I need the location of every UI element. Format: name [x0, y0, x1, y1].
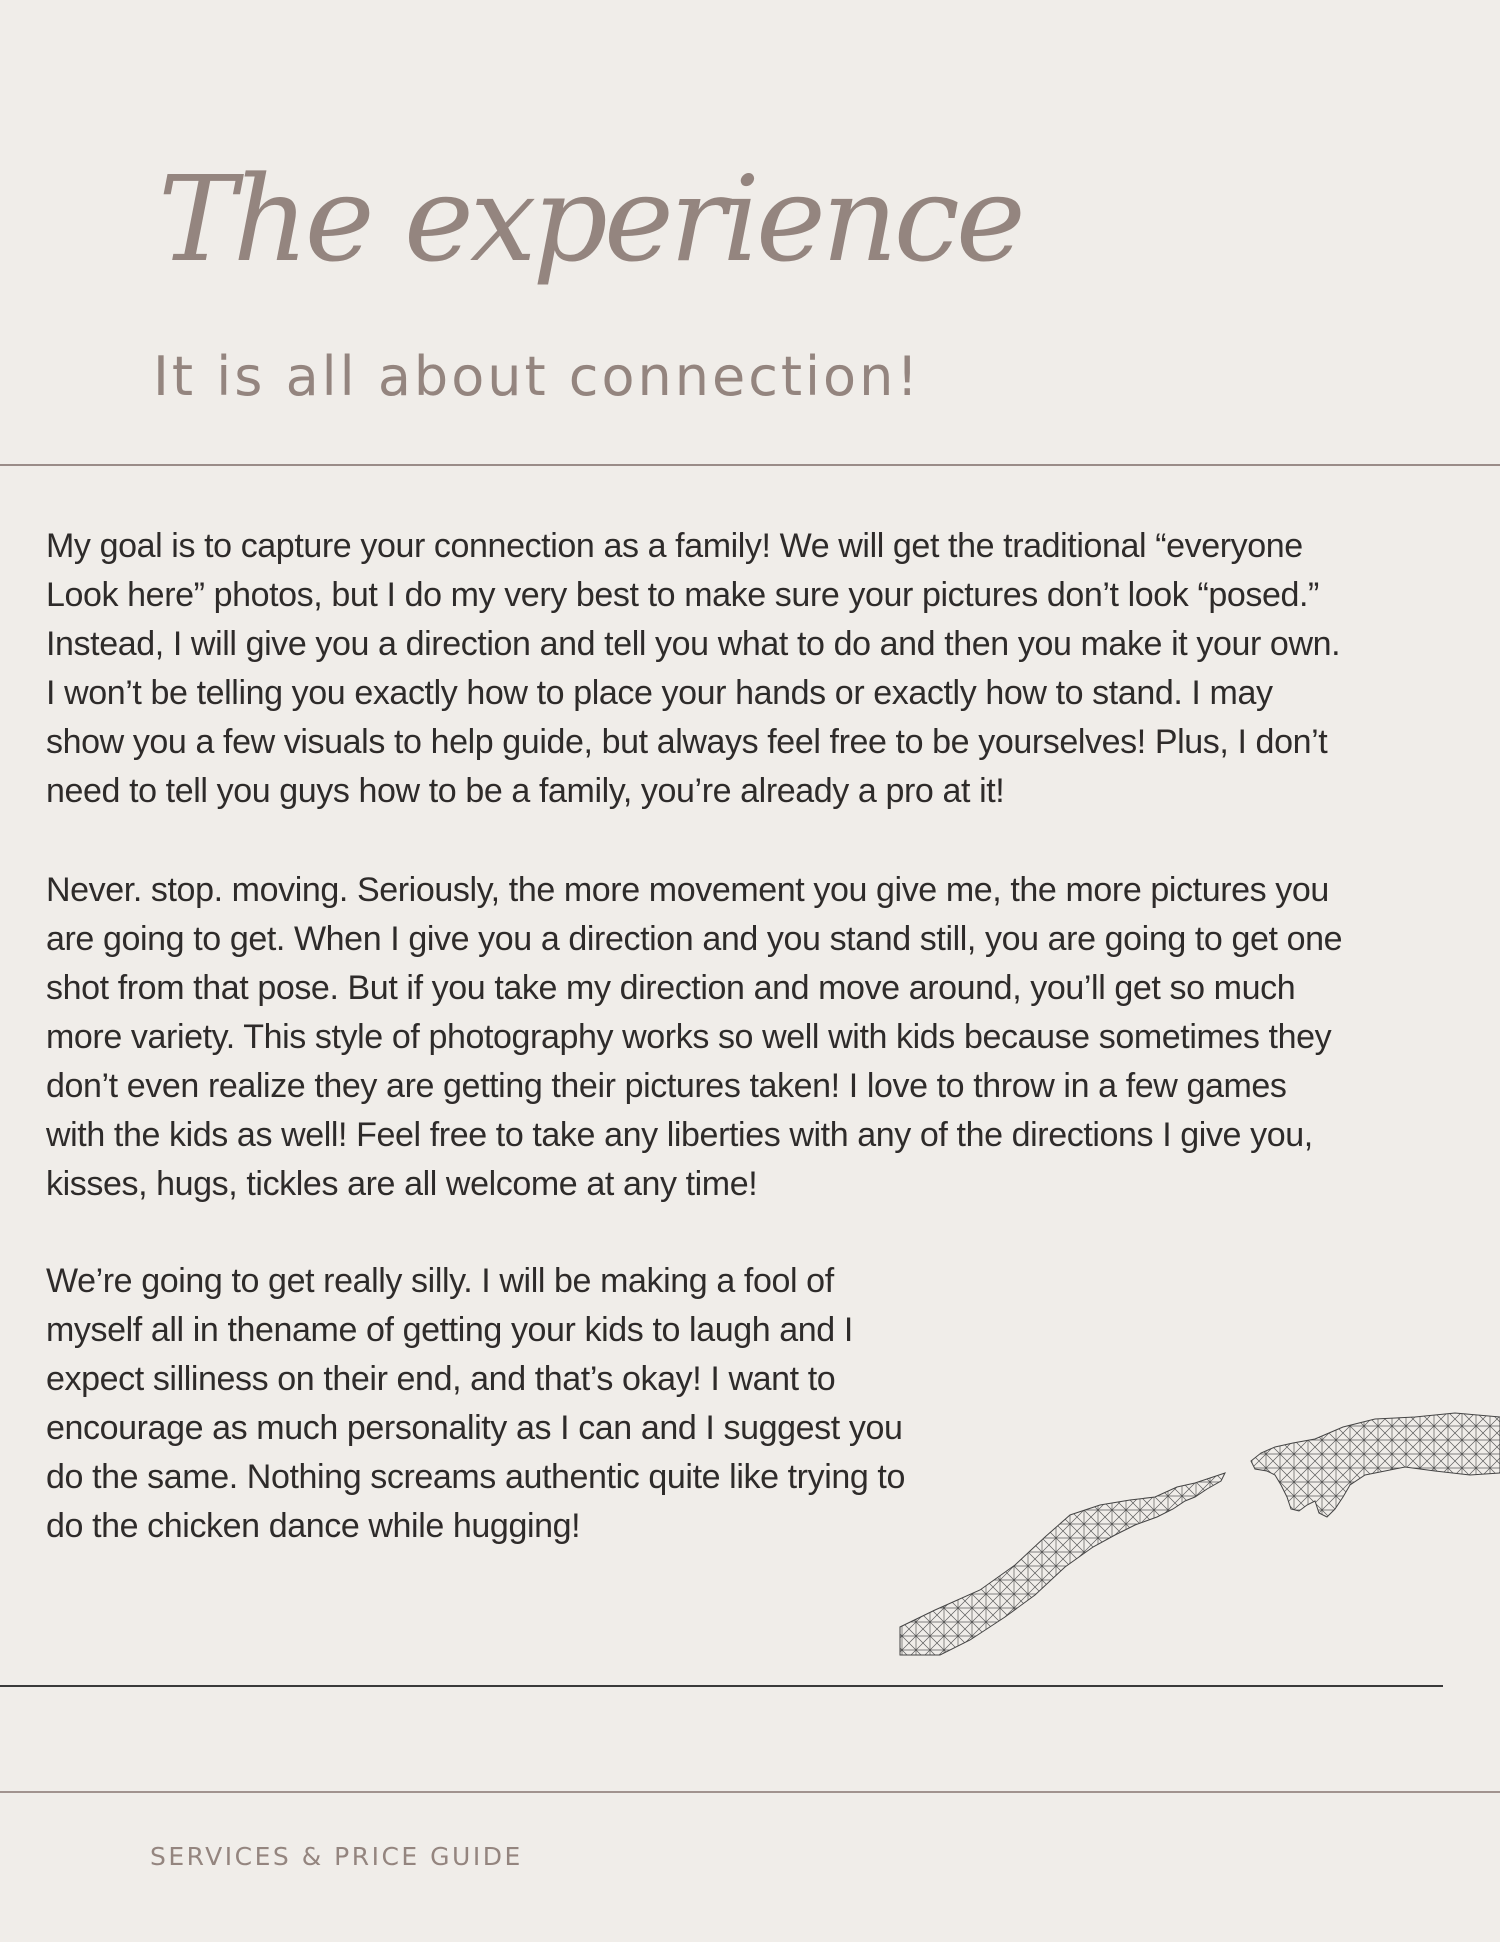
right-hand-shape — [1251, 1413, 1500, 1517]
paragraph-line: Look here” photos, but I do my very best to make sure your pictures don’t look “posed.” — [46, 576, 1319, 614]
paragraph-connection — [46, 522, 1340, 816]
paragraph-line: show you a few visuals to help guide, but always feel free to be yourselves! Plus, I don’t — [46, 723, 1328, 761]
paragraph-line: encourage as much personality as I can and I suggest you — [46, 1409, 903, 1447]
reaching-hands-icon — [895, 1405, 1500, 1660]
paragraph-line: shot from that pose. But if you take my direction and move around, you’ll get so much — [46, 969, 1296, 1007]
paragraph-line: I won’t be telling you exactly how to place your hands or exactly how to stand. I may — [46, 674, 1273, 712]
left-hand-shape — [900, 1473, 1225, 1655]
page-subtitle: It is all about connection! — [153, 345, 921, 408]
paragraph-line: need to tell you guys how to be a family, you’re already a pro at it! — [46, 772, 1005, 810]
paragraph-line: myself all in thename of getting your kids to laugh and I — [46, 1311, 853, 1349]
header-divider — [0, 464, 1500, 466]
paragraph-line: Instead, I will give you a direction and tell you what to do and then you make it your own. — [46, 625, 1341, 663]
paragraph-line: more variety. This style of photography works so well with kids because sometimes they — [46, 1018, 1332, 1056]
paragraph-silly — [46, 1257, 905, 1551]
page-title: The experience — [158, 150, 1022, 288]
footer-divider — [0, 1791, 1500, 1793]
paragraph-line: with the kids as well! Feel free to take any liberties with any of the directions I give you, — [46, 1116, 1313, 1154]
paragraph-line: We’re going to get really silly. I will be making a fool of — [46, 1262, 834, 1300]
paragraph-line: do the chicken dance while hugging! — [46, 1507, 581, 1545]
paragraph-line: are going to get. When I give you a direction and you stand still, you are going to get one — [46, 920, 1343, 958]
paragraph-movement — [46, 866, 1342, 1209]
footer-label: SERVICES & PRICE GUIDE — [150, 1842, 523, 1871]
paragraph-line: My goal is to capture your connection as a family! We will get the traditional “everyone — [46, 527, 1303, 565]
paragraph-line: kisses, hugs, tickles are all welcome at any time! — [46, 1165, 758, 1203]
paragraph-line: expect silliness on their end, and that’s okay! I want to — [46, 1360, 836, 1398]
section-divider — [0, 1685, 1443, 1687]
paragraph-line: Never. stop. moving. Seriously, the more movement you give me, the more pictures you — [46, 871, 1329, 909]
paragraph-line: do the same. Nothing screams authentic quite like trying to — [46, 1458, 905, 1496]
paragraph-line: don’t even realize they are getting their pictures taken! I love to throw in a few games — [46, 1067, 1287, 1105]
